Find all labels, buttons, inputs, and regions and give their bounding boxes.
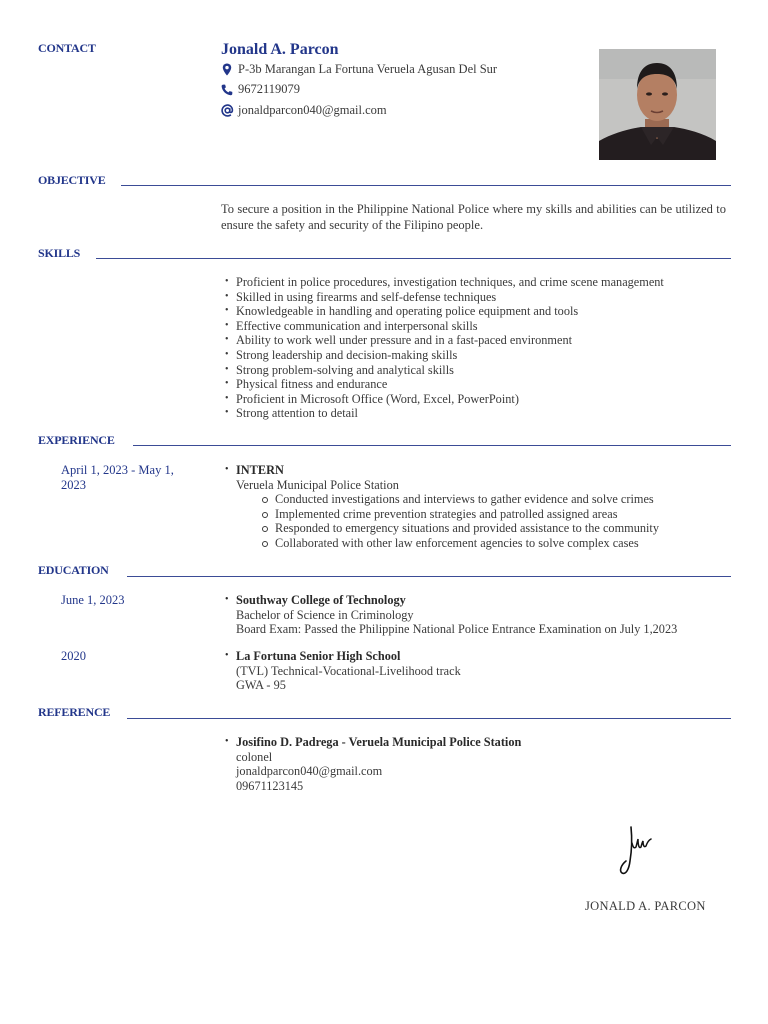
- school-name: • La Fortuna Senior High School: [221, 649, 461, 664]
- email-line: [219, 103, 387, 118]
- list-item: • Proficient in police procedures, investigation techniques, and crime scene management: [221, 275, 664, 290]
- list-item: Collaborated with other law enforcement agencies to solve complex cases: [260, 536, 659, 551]
- list-item: • Strong leadership and decision-making skills: [221, 348, 664, 363]
- section-divider: [127, 576, 731, 577]
- phone-icon: [219, 82, 235, 97]
- experience-date: April 1, 2023 - May 1, 2023: [61, 463, 174, 492]
- list-item: • Strong problem-solving and analytical skills: [221, 363, 664, 378]
- section-divider: [96, 258, 731, 259]
- reference-name: • Josifino D. Padrega - Veruela Municipal Police Station: [221, 735, 521, 750]
- education-detail: Bachelor of Science in Criminology: [236, 607, 414, 622]
- list-item: • Proficient in Microsoft Office (Word, Excel, PowerPoint): [221, 392, 664, 407]
- address-text: P-3b Marangan La Fortuna Veruela Agusan Del Sur: [238, 62, 498, 76]
- reference-phone: 09671123145: [236, 778, 304, 793]
- school-name: • Southway College of Technology: [221, 593, 677, 608]
- education-entry: [221, 593, 677, 637]
- at-sign-icon: [219, 103, 235, 118]
- email-text: jonaldparcon040@gmail.com: [238, 103, 387, 117]
- list-item: • Physical fitness and endurance: [221, 377, 664, 392]
- reference-entry: [221, 735, 521, 793]
- education-detail: Board Exam: Passed the Philippine National Police Entrance Examination on July 1,2023: [236, 622, 678, 637]
- location-pin-icon: [219, 62, 235, 77]
- profile-photo: [599, 49, 716, 160]
- list-item: • Strong attention to detail: [221, 406, 664, 421]
- phone-text: 9672119079: [238, 82, 301, 96]
- education-detail: (TVL) Technical-Vocational-Livelihood track: [236, 663, 461, 678]
- section-heading-skills: SKILLS: [38, 246, 81, 260]
- experience-title: • INTERN: [221, 463, 659, 478]
- applicant-name: Jonald A. Parcon: [221, 41, 339, 58]
- list-item: • Skilled in using firearms and self-defense techniques: [221, 290, 664, 305]
- reference-email: jonaldparcon040@gmail.com: [236, 764, 383, 779]
- experience-entry: [221, 463, 659, 551]
- section-divider: [121, 185, 731, 186]
- list-item: • Ability to work well under pressure and in a fast-paced environment: [221, 333, 664, 348]
- education-date: 2020: [61, 649, 86, 663]
- list-item: Responded to emergency situations and provided assistance to the community: [260, 521, 659, 536]
- skills-list: [221, 275, 664, 421]
- section-heading-experience: EXPERIENCE: [38, 433, 115, 447]
- address-line: [219, 62, 497, 77]
- reference-position: colonel: [236, 749, 273, 764]
- list-item: • Knowledgeable in handling and operating police equipment and tools: [221, 304, 664, 319]
- list-item: Implemented crime prevention strategies and patrolled assigned areas: [260, 507, 659, 522]
- section-heading-contact: CONTACT: [38, 41, 96, 55]
- section-divider: [133, 445, 731, 446]
- list-item: Conducted investigations and interviews to gather evidence and solve crimes: [260, 492, 659, 507]
- signature-name: JONALD A. PARCON: [585, 899, 706, 913]
- education-detail: GWA - 95: [236, 678, 286, 693]
- section-divider: [127, 718, 731, 719]
- section-heading-reference: REFERENCE: [38, 705, 111, 719]
- experience-organization: Veruela Municipal Police Station: [236, 477, 399, 492]
- section-heading-objective: OBJECTIVE: [38, 173, 106, 187]
- section-heading-education: EDUCATION: [38, 563, 109, 577]
- list-item: • Effective communication and interpersonal skills: [221, 319, 664, 334]
- phone-line: [219, 82, 300, 97]
- experience-duties: [221, 492, 659, 550]
- education-date: June 1, 2023: [61, 593, 125, 607]
- education-entry: [221, 649, 461, 693]
- objective-text: To secure a position in the Philippine National Police where my skills and abilities can be utilized to ensure the safety and security of the Filipino people.: [221, 202, 726, 232]
- signature: [618, 823, 658, 879]
